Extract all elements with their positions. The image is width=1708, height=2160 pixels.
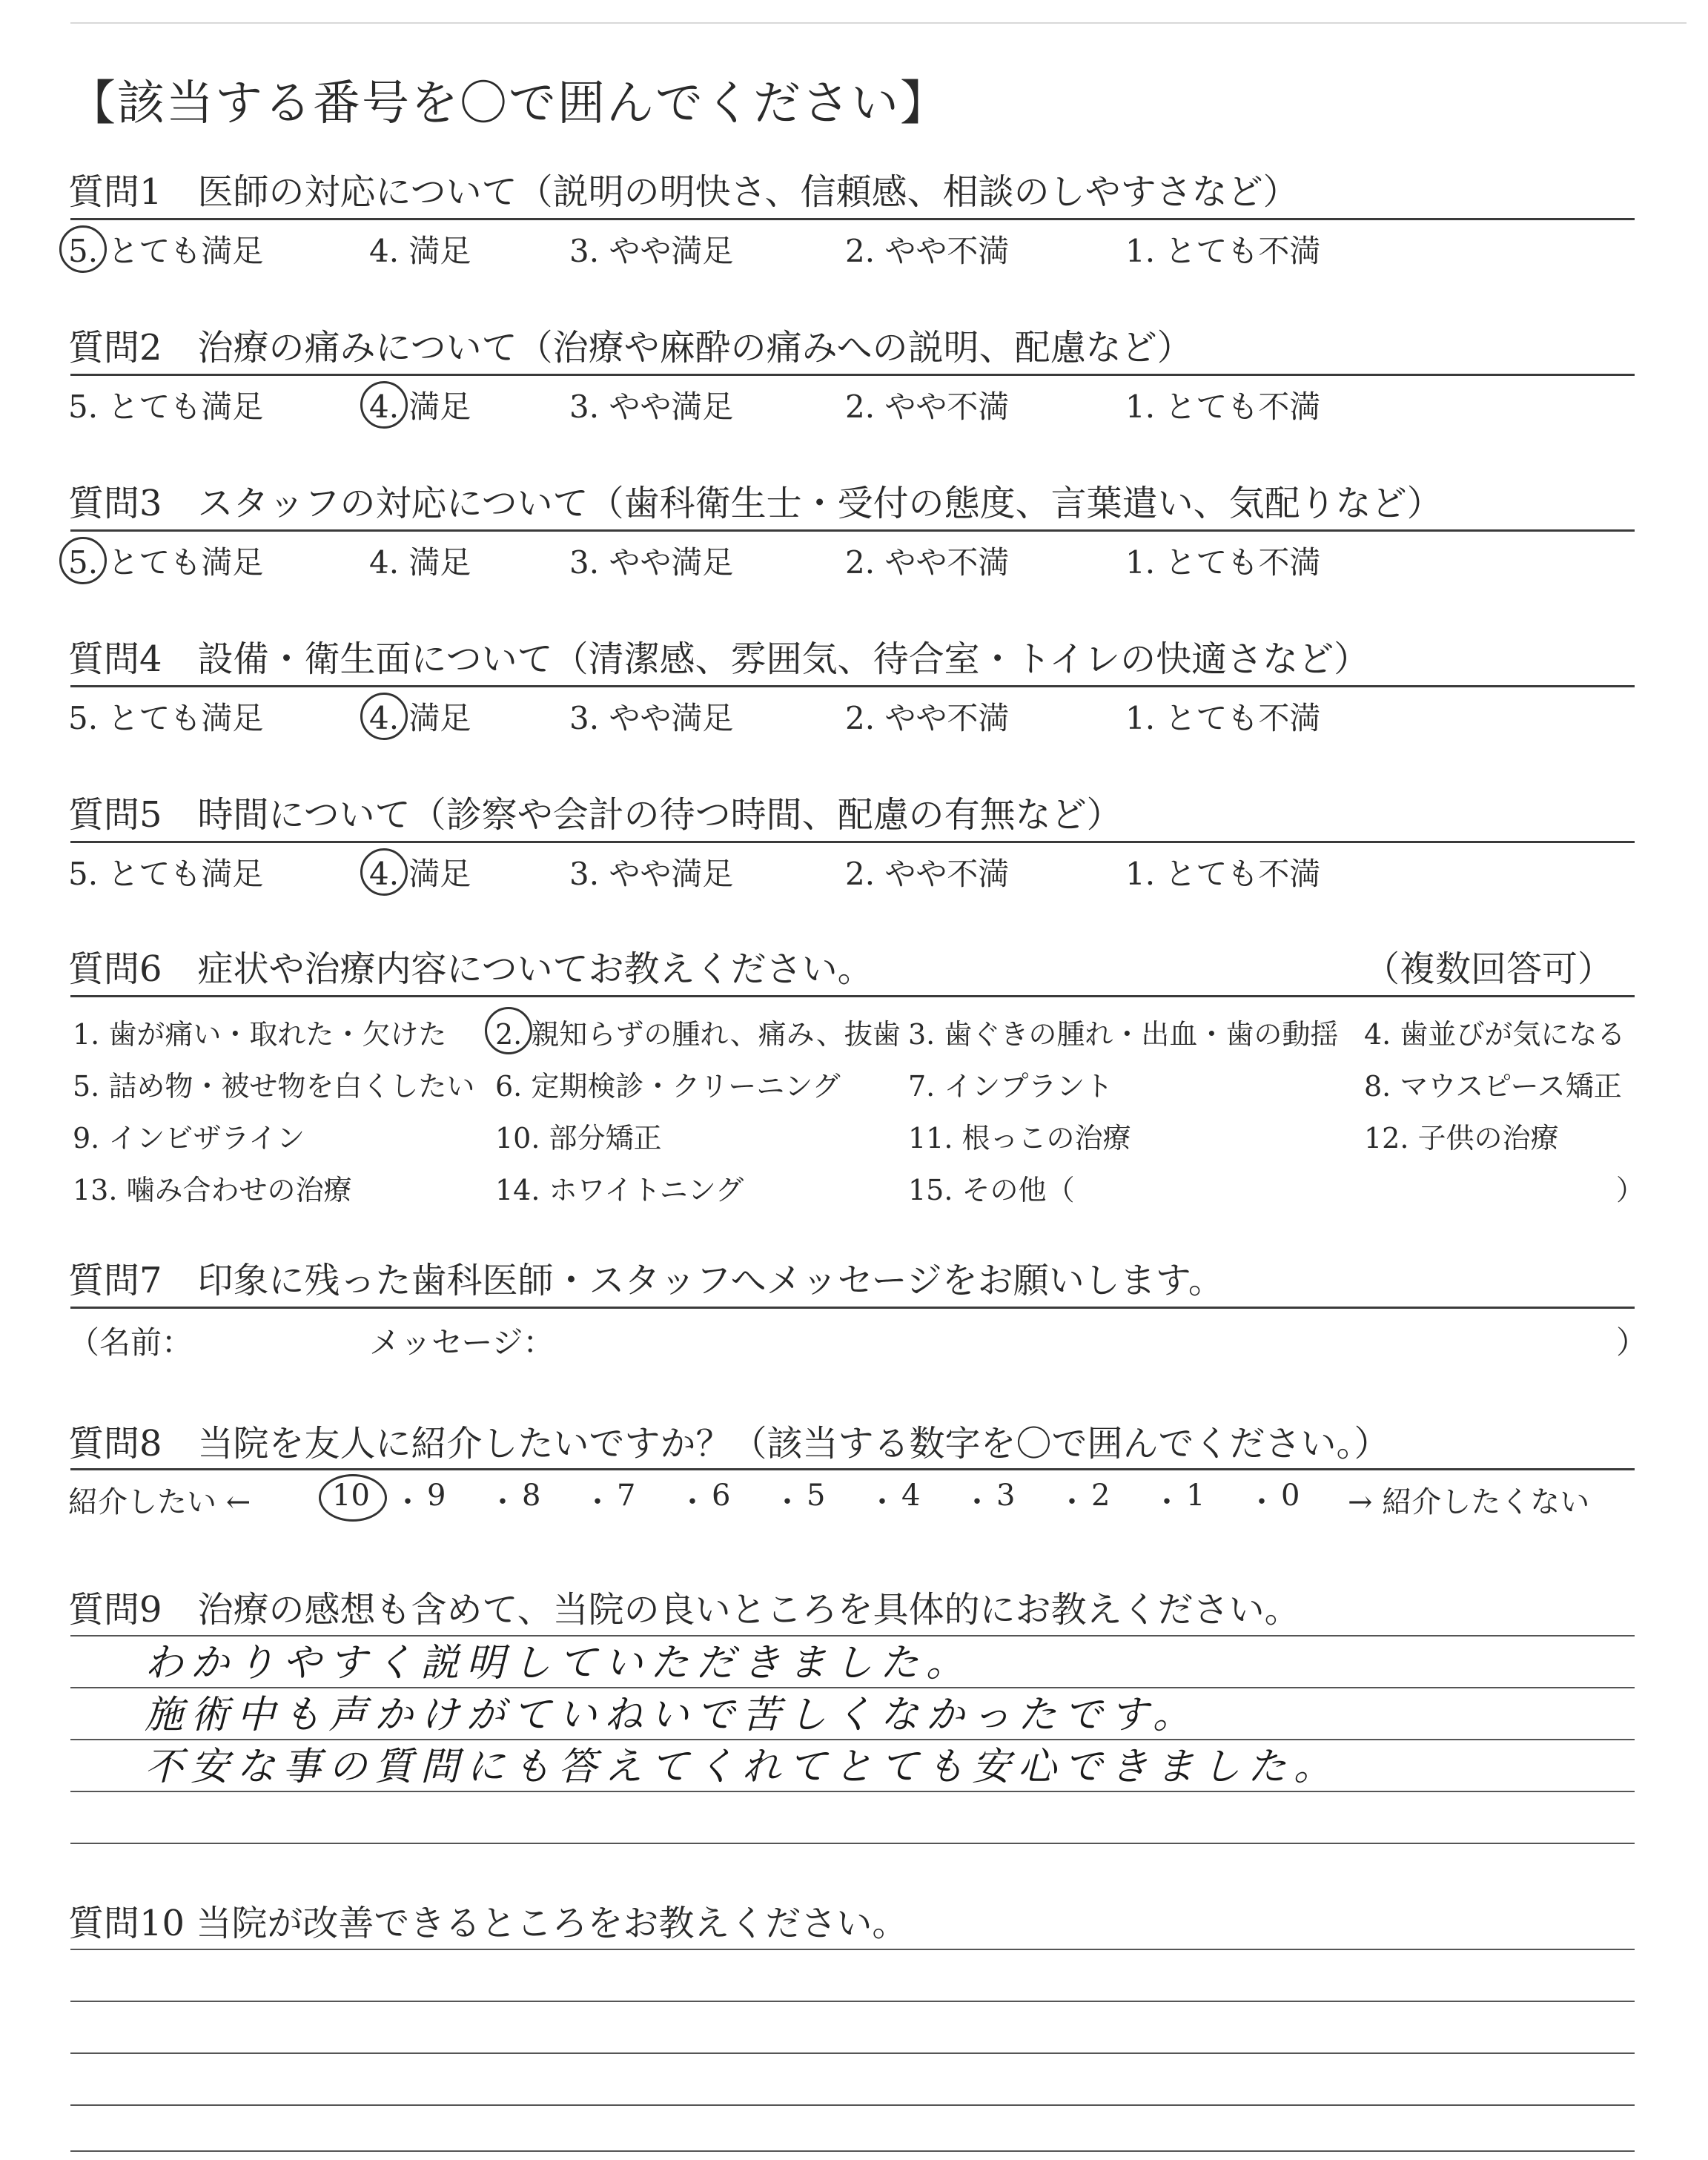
q10-line-4	[70, 2104, 1635, 2106]
q4-option-1[interactable]: 1. とても不満	[1125, 700, 1321, 736]
q7-rule	[70, 1307, 1635, 1309]
q6-rule	[70, 995, 1635, 997]
q8-scale-dot: ・	[867, 1485, 897, 1519]
q6-option-6[interactable]: 6. 定期検診・クリーニング	[495, 1070, 841, 1103]
page-heading: 【該当する番号を〇で囲んでください】	[68, 76, 949, 131]
q1-option-3[interactable]: 3. やや満足	[569, 233, 734, 269]
q9-title: 質問9 治療の感想も含めて、当院の良いところを具体的にお教えください。	[68, 1589, 1300, 1631]
q3-option-5[interactable]: 5. とても満足	[68, 544, 264, 581]
q6-option-9[interactable]: 9. インビザライン	[73, 1122, 305, 1155]
q2-title: 質問2 治療の痛みについて（治療や麻酔の痛みへの説明、配慮など）	[68, 327, 1193, 369]
q8-scale-dot: ・	[678, 1485, 707, 1519]
q6-option-11[interactable]: 11. 根っこの治療	[908, 1122, 1131, 1155]
q8-scale-1[interactable]: 1	[1186, 1479, 1205, 1513]
q3-option-4[interactable]: 4. 満足	[369, 544, 471, 581]
q3-option-1[interactable]: 1. とても不満	[1125, 544, 1321, 581]
q8-scale-dot: ・	[488, 1485, 517, 1519]
q6-option-1[interactable]: 1. 歯が痛い・取れた・欠けた	[73, 1018, 447, 1051]
q6-option-4[interactable]: 4. 歯並びが気になる	[1364, 1018, 1626, 1051]
q3-title: 質問3 スタッフの対応について（歯科衛生士・受付の態度、言葉遣い、気配りなど）	[68, 483, 1443, 524]
q1-selection-circle	[59, 225, 107, 273]
q4-option-2[interactable]: 2. やや不満	[845, 700, 1010, 736]
q9-line-4	[70, 1791, 1635, 1792]
q4-title: 質問4 設備・衛生面について（清潔感、雰囲気、待合室・トイレの快適さなど）	[68, 638, 1370, 680]
q5-selection-circle	[360, 848, 408, 896]
q2-option-1[interactable]: 1. とても不満	[1125, 389, 1321, 425]
q5-option-1[interactable]: 1. とても不満	[1125, 856, 1321, 892]
q5-option-2[interactable]: 2. やや不満	[845, 856, 1010, 892]
q3-rule	[70, 529, 1635, 532]
q6-option-5[interactable]: 5. 詰め物・被せ物を白くしたい	[73, 1070, 475, 1103]
q9-line-5	[70, 1843, 1635, 1844]
top-border	[70, 22, 1687, 24]
q2-selection-circle	[360, 381, 408, 429]
q8-scale-5[interactable]: 5	[807, 1479, 826, 1513]
q6-option-8[interactable]: 8. マウスピース矯正	[1364, 1070, 1622, 1103]
q6-option-15[interactable]: 15. その他（	[908, 1174, 1075, 1206]
q8-scale-0[interactable]: 0	[1281, 1479, 1300, 1513]
q8-scale-8[interactable]: 8	[522, 1479, 541, 1513]
q6-option-2[interactable]: 2. 親知らずの腫れ、痛み、抜歯	[495, 1018, 901, 1051]
q2-option-2[interactable]: 2. やや不満	[845, 389, 1010, 425]
q10-line-5	[70, 2150, 1635, 2152]
q7-message-label: メッセージ：	[369, 1324, 555, 1361]
q3-selection-circle	[59, 537, 107, 584]
q6-note: （複数回答可）	[1364, 948, 1614, 990]
q1-option-2[interactable]: 2. やや不満	[845, 233, 1010, 269]
q1-option-4[interactable]: 4. 満足	[369, 233, 471, 269]
q6-option-13[interactable]: 13. 噛み合わせの治療	[73, 1174, 352, 1206]
q4-option-3[interactable]: 3. やや満足	[569, 700, 734, 736]
q10-title: 質問10 当院が改善できるところをお教えください。	[68, 1903, 908, 1944]
q1-option-1[interactable]: 1. とても不満	[1125, 233, 1321, 269]
q6-title: 質問6 症状や治療内容についてお教えください。	[68, 948, 873, 990]
q5-option-3[interactable]: 3. やや満足	[569, 856, 734, 892]
q8-scale-dot: ・	[772, 1485, 802, 1519]
q1-title: 質問1 医師の対応について（説明の明快さ、信頼感、相談のしやすさなど）	[68, 171, 1299, 213]
q8-left-label: 紹介したい ←	[68, 1485, 251, 1519]
q5-rule	[70, 841, 1635, 843]
q8-scale-7[interactable]: 7	[617, 1479, 636, 1513]
q9-answer-line-3: 不安な事の質問にも答えてくれてとても安心できました。	[145, 1745, 1340, 1789]
q8-scale-dot: ・	[583, 1485, 612, 1519]
q8-scale-dot: ・	[962, 1485, 992, 1519]
q8-scale-dot: ・	[1057, 1485, 1087, 1519]
q9-answer-line-1: わかりやすく説明していただきました。	[145, 1641, 973, 1685]
q8-right-label: → 紹介したくない	[1348, 1485, 1590, 1519]
q7-close-paren: ）	[1616, 1324, 1648, 1361]
q5-title: 質問5 時間について（診察や会計の待つ時間、配慮の有無など）	[68, 794, 1122, 836]
q8-scale-3[interactable]: 3	[996, 1479, 1016, 1513]
q8-rule	[70, 1468, 1635, 1470]
q8-scale-dot: ・	[1247, 1485, 1277, 1519]
q6-option-12[interactable]: 12. 子供の治療	[1364, 1122, 1559, 1155]
q6-option-14[interactable]: 14. ホワイトニング	[495, 1174, 744, 1206]
q8-scale-dot: ・	[1152, 1485, 1182, 1519]
q8-scale-4[interactable]: 4	[901, 1479, 921, 1513]
q10-line-3	[70, 2052, 1635, 2054]
q9-answer-line-2: 施術中も声かけがていねいで苦しくなかったです。	[145, 1693, 1199, 1737]
q7-title: 質問7 印象に残った歯科医師・スタッフへメッセージをお願いします。	[68, 1260, 1224, 1301]
q4-rule	[70, 685, 1635, 687]
q2-rule	[70, 374, 1635, 376]
q3-option-3[interactable]: 3. やや満足	[569, 544, 734, 581]
q6-selection-circle	[485, 1007, 532, 1054]
q8-title: 質問8 当院を友人に紹介したいですか？（該当する数字を〇で囲んでください。）	[68, 1423, 1390, 1464]
q5-option-5[interactable]: 5. とても満足	[68, 856, 264, 892]
q6-option-7[interactable]: 7. インプラント	[908, 1070, 1113, 1103]
q2-option-4[interactable]: 4. 満足	[369, 389, 471, 425]
q4-selection-circle	[360, 693, 408, 740]
q2-option-5[interactable]: 5. とても満足	[68, 389, 264, 425]
q6-option-16: ）	[1616, 1174, 1645, 1206]
q10-line-1	[70, 1949, 1635, 1950]
q1-rule	[70, 218, 1635, 220]
q5-option-4[interactable]: 4. 満足	[369, 856, 471, 892]
q4-option-4[interactable]: 4. 満足	[369, 700, 471, 736]
q1-option-5[interactable]: 5. とても満足	[68, 233, 264, 269]
q6-option-3[interactable]: 3. 歯ぐきの腫れ・出血・歯の動揺	[908, 1018, 1339, 1051]
q8-scale-dot: ・	[393, 1485, 423, 1519]
q8-scale-9[interactable]: 9	[427, 1479, 446, 1513]
q8-scale-6[interactable]: 6	[712, 1479, 731, 1513]
q8-scale-2[interactable]: 2	[1091, 1479, 1110, 1513]
q6-option-10[interactable]: 10. 部分矯正	[495, 1122, 662, 1155]
q3-option-2[interactable]: 2. やや不満	[845, 544, 1010, 581]
q2-option-3[interactable]: 3. やや満足	[569, 389, 734, 425]
q8-scale-10[interactable]: 10	[332, 1479, 370, 1513]
q7-name-label: （名前：	[68, 1324, 193, 1361]
q8-selection-circle	[319, 1474, 387, 1522]
q10-line-2	[70, 2001, 1635, 2002]
q4-option-5[interactable]: 5. とても満足	[68, 700, 264, 736]
